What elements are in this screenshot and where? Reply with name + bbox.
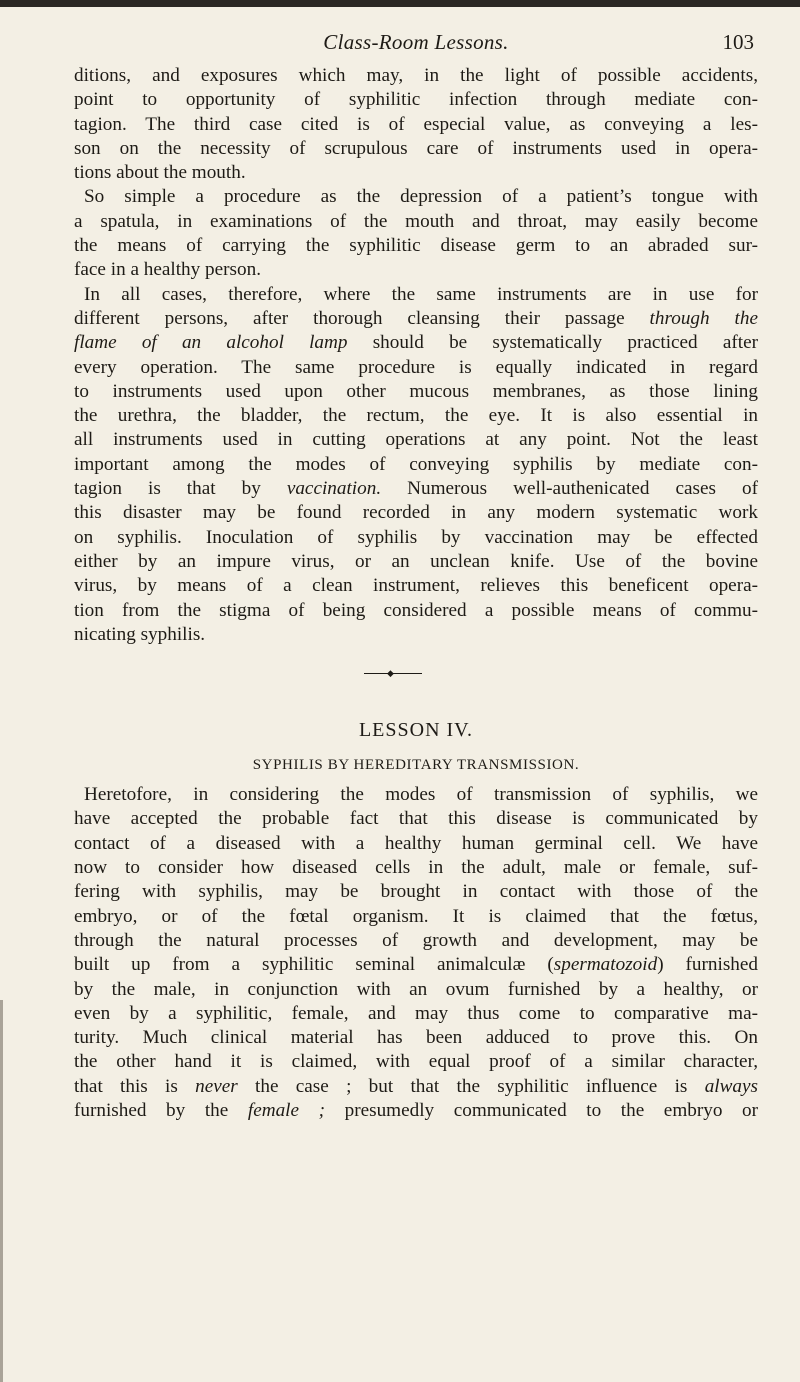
running-title: Class-Room Lessons.: [323, 30, 509, 54]
top-edge-rule: [0, 0, 800, 7]
emphasis: vaccination.: [286, 478, 382, 500]
lesson-subtitle: SYPHILIS BY HEREDITARY TRANSMISSION.: [252, 757, 580, 774]
paragraph-continued: [74, 64, 758, 185]
text-line: virus, by means of a clean instrument, relieves this beneficent opera-: [74, 575, 758, 597]
text-run: furnished by the: [74, 1099, 248, 1121]
text-line: the other hand it is claimed, with equal proof of a similar character,: [74, 1051, 758, 1073]
text-line: ditions, and exposures which may, in the light of possible accidents,: [74, 65, 758, 86]
page-edge-shadow: [0, 1000, 3, 1382]
text-line: In all cases, therefore, where the same instruments are in use for: [84, 283, 758, 305]
text-line: on syphilis. Inoculation of syphilis by vaccination may be effected: [74, 526, 758, 548]
text-run: Numerous well-authenicated cases of: [381, 478, 758, 500]
text-run: that this is: [74, 1075, 196, 1097]
text-line: even by a syphilitic, female, and may thus come to comparative ma-: [74, 1002, 758, 1024]
text-line: turity. Much clinical material has been adduced to prove this. On: [74, 1027, 758, 1049]
text-line: the urethra, the bladder, the rectum, the eye. It is also essential in: [74, 405, 758, 427]
text-line: [74, 477, 758, 501]
paragraph-instruments: [74, 283, 758, 647]
text-line: point to opportunity of syphilitic infection through mediate con-: [74, 89, 758, 111]
text-line: [74, 331, 758, 355]
text-line: a spatula, in examinations of the mouth and throat, may easily become: [74, 210, 758, 232]
emphasis: female ;: [247, 1099, 326, 1121]
text-line: contact of a diseased with a healthy human germinal cell. We have: [74, 832, 758, 854]
text-line: either by an impure virus, or an unclean knife. Use of the bovine: [74, 550, 758, 572]
text-run: should be systematically practiced after: [347, 332, 758, 354]
text-line: [74, 953, 758, 977]
text-line: embryo, or of the fœtal organism. It is claimed that the fœtus,: [74, 905, 758, 927]
emphasis: always: [704, 1075, 758, 1097]
text-line: have accepted the probable fact that this disease is communicated by: [74, 808, 758, 830]
text-line: Heretofore, in considering the modes of transmission of syphilis, we: [84, 784, 758, 806]
emphasis: through the: [649, 307, 758, 329]
text-line: tion from the stigma of being considered a possible means of commu-: [74, 599, 758, 621]
text-line: [74, 1075, 758, 1099]
text-run: the case ; but that the syphilitic influence is: [237, 1075, 705, 1097]
text-line: every operation. The same procedure is equally indicated in regard: [74, 356, 758, 378]
text-line: the means of carrying the syphilitic disease germ to an abraded sur-: [74, 235, 758, 257]
page-number: 103: [722, 30, 754, 54]
text-line: now to consider how diseased cells in the adult, male or female, suf-: [74, 857, 758, 879]
text-line: through the natural processes of growth and development, may be: [74, 929, 758, 951]
text-run: ) furnished: [657, 954, 758, 976]
paragraph-spatula: [74, 185, 758, 282]
text-line: [74, 1099, 758, 1123]
diamond-ornament-icon: ◆: [387, 668, 394, 679]
text-run: different persons, after thorough cleansing their passage: [74, 307, 650, 329]
running-head: [74, 10, 758, 58]
text-line: all instruments used in cutting operations at any point. Not the least: [74, 429, 758, 451]
emphasis: never: [195, 1075, 238, 1097]
text-line: to instruments used upon other mucous membranes, as those lining: [74, 380, 758, 402]
book-page: [74, 10, 758, 1123]
section-divider: [74, 655, 758, 697]
text-line: by the male, in conjunction with an ovum furnished by a healthy, or: [74, 978, 758, 1000]
text-line: important among the modes of conveying syphilis by mediate con-: [74, 453, 758, 475]
text-run: tagion is that by: [74, 478, 287, 500]
emphasis: spermatozoid: [553, 954, 658, 976]
lesson-title: LESSON IV.: [358, 719, 474, 742]
text-line: face in a healthy person.: [74, 259, 261, 281]
text-line: nicating syphilis.: [74, 623, 206, 645]
text-line: tions about the mouth.: [74, 162, 246, 184]
text-run: presumedly communicated to the embryo or: [325, 1099, 758, 1121]
text-line: fering with syphilis, may be brought in contact with those of the: [74, 881, 758, 903]
paragraph-hereditary: [74, 783, 758, 1123]
emphasis: flame of an alcohol lamp: [74, 332, 348, 354]
text-line: [74, 307, 758, 331]
text-line: tagion. The third case cited is of especial value, as conveying a les-: [74, 113, 758, 135]
text-line: So simple a procedure as the depression of a patient’s tongue with: [84, 186, 758, 208]
text-line: this disaster may be found recorded in any modern systematic work: [74, 502, 758, 524]
text-run: built up from a syphilitic seminal animalculæ (: [74, 954, 554, 976]
text-line: son on the necessity of scrupulous care of instruments used in opera-: [74, 137, 758, 159]
